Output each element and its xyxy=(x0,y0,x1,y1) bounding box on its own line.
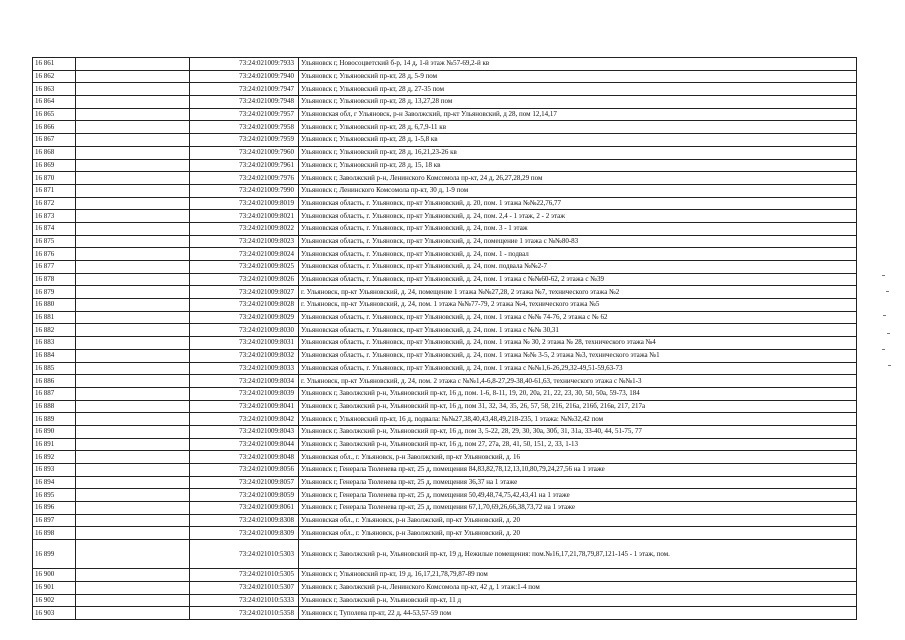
address-cell: Ульяновская область, г. Ульяновск, пр-кт Ульяновский, д. 24, помещение 1 этажа с №№80-83 xyxy=(299,235,857,248)
address-cell: Ульяновская область, г. Ульяновск, пр-кт Ульяновский, д. 24, пом. 1 - подвал xyxy=(299,248,857,261)
empty-cell xyxy=(76,261,190,274)
row-number: 16 902 xyxy=(33,594,76,607)
empty-cell xyxy=(76,413,190,426)
empty-cell xyxy=(76,197,190,210)
cadastral-number: 73:24:021010:5333 xyxy=(190,594,299,607)
table-row xyxy=(33,299,857,312)
table-row xyxy=(33,607,857,620)
empty-cell xyxy=(76,70,190,83)
empty-cell xyxy=(76,248,190,261)
cadastral-number: 73:24:021009:8019 xyxy=(190,197,299,210)
address-cell: Ульяновск г, Заволжский р-н, Ленинского Комсомола пр-кт, 24 д, 26,27,28,29 пом xyxy=(299,172,857,185)
empty-cell xyxy=(76,299,190,312)
empty-cell xyxy=(76,273,190,286)
address-cell: Ульяновск г, Генерала Тюленева пр-кт, 25 д, помещения 84,83,82,78,12,13,10,80,79,24,27,56 на 1 этаже xyxy=(299,464,857,477)
cadastral-number: 73:24:021009:8026 xyxy=(190,273,299,286)
row-number: 16 886 xyxy=(33,375,76,388)
empty-cell xyxy=(76,476,190,489)
table-row xyxy=(33,172,857,185)
empty-cell xyxy=(76,134,190,147)
table-row xyxy=(33,96,857,109)
cadastral-number: 73:24:021009:7933 xyxy=(190,58,299,71)
address-cell: Ульяновск г, Генерала Тюленева пр-кт, 25 д, помещения 36,37 на 1 этаже xyxy=(299,476,857,489)
address-cell: Ульяновск г, Ульяновский пр-кт, 19 д, 16,17,21,78,79,87-89 пом xyxy=(299,569,857,582)
row-number: 16 881 xyxy=(33,311,76,324)
empty-cell xyxy=(76,286,190,299)
row-number: 16 865 xyxy=(33,108,76,121)
row-number: 16 895 xyxy=(33,489,76,502)
address-cell: Ульяновск г, Туполева пр-кт, 22 д, 44-53,57-59 пом xyxy=(299,607,857,620)
cadastral-number: 73:24:021009:8057 xyxy=(190,476,299,489)
row-number: 16 861 xyxy=(33,58,76,71)
table-row xyxy=(33,273,857,286)
cadastral-number: 73:24:021010:5305 xyxy=(190,569,299,582)
cadastral-number: 73:24:021009:8043 xyxy=(190,425,299,438)
table-row xyxy=(33,311,857,324)
address-cell: Ульяновская область, г. Ульяновск, пр-кт Ульяновский, д. 20, пом. 1 этажа №№22,76,77 xyxy=(299,197,857,210)
table-row xyxy=(33,438,857,451)
table-row xyxy=(33,222,857,235)
table-row xyxy=(33,324,857,337)
cadastral-number: 73:24:021010:5358 xyxy=(190,607,299,620)
table-body xyxy=(33,58,857,620)
empty-cell xyxy=(76,337,190,350)
cadastral-number: 73:24:021009:7947 xyxy=(190,83,299,96)
cadastral-number: 73:24:021009:8048 xyxy=(190,451,299,464)
empty-cell xyxy=(76,400,190,413)
empty-cell xyxy=(76,311,190,324)
table-row xyxy=(33,70,857,83)
margin-marks xyxy=(880,275,894,385)
row-number: 16 878 xyxy=(33,273,76,286)
cadastral-number: 73:24:021009:8024 xyxy=(190,248,299,261)
row-number: 16 892 xyxy=(33,451,76,464)
table-row xyxy=(33,261,857,274)
table-row xyxy=(33,134,857,147)
cadastral-number: 73:24:021009:8309 xyxy=(190,527,299,540)
address-cell: Ульяновская область, г. Ульяновск, пр-кт Ульяновский, д. 24, пом. 1 этажа с №№60-62, 2 этажа с №39 xyxy=(299,273,857,286)
empty-cell xyxy=(76,438,190,451)
table-row xyxy=(33,413,857,426)
empty-cell xyxy=(76,514,190,527)
table-row xyxy=(33,400,857,413)
address-cell: Ульяновск г, Заволжский р-н, Ульяновский пр-кт, 16 д, пом 27, 27а, 28, 41, 50, 151, 2, 33, 1-13 xyxy=(299,438,857,451)
address-cell: Ульяновская область, г. Ульяновск, пр-кт Ульяновский, д. 24, пом. 1 этажа с №№ 30,31 xyxy=(299,324,857,337)
address-cell: Ульяновск г, Ульяновский пр-кт, 28 д, 15, 18 кв xyxy=(299,159,857,172)
empty-cell xyxy=(76,172,190,185)
empty-cell xyxy=(76,121,190,134)
empty-cell xyxy=(76,362,190,375)
empty-cell xyxy=(76,451,190,464)
table-row xyxy=(33,451,857,464)
empty-cell xyxy=(76,425,190,438)
empty-cell xyxy=(76,594,190,607)
empty-cell xyxy=(76,540,190,569)
row-number: 16 873 xyxy=(33,210,76,223)
cadastral-number: 73:24:021009:8059 xyxy=(190,489,299,502)
address-cell: Ульяновская обл., г. Ульяновск, р-н Заволжский, пр-кт Ульяновский, д. 20 xyxy=(299,527,857,540)
address-cell: г. Ульяновск, пр-кт Ульяновский, д. 24, помещение 1 этажа №№27,28, 2 этажа №7, технического этажа №2 xyxy=(299,286,857,299)
row-number: 16 868 xyxy=(33,146,76,159)
row-number: 16 884 xyxy=(33,349,76,362)
table-row xyxy=(33,197,857,210)
empty-cell xyxy=(76,108,190,121)
address-cell: Ульяновская обл, г Ульяновск, р-н Заволжский, пр-кт Ульяновский, д 28, пом 12,14,17 xyxy=(299,108,857,121)
address-cell: Ульяновск г, Ульяновский пр-кт, 28 д, 16,21,23-26 кв xyxy=(299,146,857,159)
cadastral-number: 73:24:021009:8025 xyxy=(190,261,299,274)
address-cell: Ульяновск г, Заволжский р-н, Ленинского Комсомола пр-кт, 42 д, 1 этаж:1-4 пом xyxy=(299,581,857,594)
address-cell: Ульяновск г, Ульяновский пр-кт, 28 д, 1-5,8 кв xyxy=(299,134,857,147)
address-cell: Ульяновск г, Ульяновский пр-кт, 28 д, 13,27,28 пом xyxy=(299,96,857,109)
table-row xyxy=(33,248,857,261)
table-row xyxy=(33,184,857,197)
empty-cell xyxy=(76,184,190,197)
address-cell: Ульяновск г, Ленинского Комсомола пр-кт, 30 д, 1-9 пом xyxy=(299,184,857,197)
cadastral-number: 73:24:021009:7958 xyxy=(190,121,299,134)
cadastral-number: 73:24:021009:7940 xyxy=(190,70,299,83)
row-number: 16 872 xyxy=(33,197,76,210)
address-cell: Ульяновск г, Заволжский р-н, Ульяновский пр-кт, 16 д, пом 31, 32, 34, 35, 26, 57, 58, 216, 216а, 216б, 216в, 217, 217а xyxy=(299,400,857,413)
empty-cell xyxy=(76,489,190,502)
address-cell: Ульяновская область, г. Ульяновск, пр-кт Ульяновский, д. 24, пом. 1 этажа с №№ 74-76, 2 этажа с № 62 xyxy=(299,311,857,324)
table-row xyxy=(33,108,857,121)
cadastral-number: 73:24:021009:8041 xyxy=(190,400,299,413)
row-number: 16 882 xyxy=(33,324,76,337)
address-cell: Ульяновск г, Заволжский р-н, Ульяновский пр-кт, 11 д xyxy=(299,594,857,607)
table-row xyxy=(33,464,857,477)
empty-cell xyxy=(76,581,190,594)
empty-cell xyxy=(76,349,190,362)
cadastral-number: 73:24:021009:7976 xyxy=(190,172,299,185)
cadastral-number: 73:24:021009:7948 xyxy=(190,96,299,109)
table-row xyxy=(33,146,857,159)
cadastral-number: 73:24:021009:7960 xyxy=(190,146,299,159)
address-cell: Ульяновская область, г. Ульяновск, пр-кт Ульяновский, д. 24, пом. 3 - 1 этаж xyxy=(299,222,857,235)
table-row xyxy=(33,121,857,134)
row-number: 16 863 xyxy=(33,83,76,96)
empty-cell xyxy=(76,527,190,540)
row-number: 16 871 xyxy=(33,184,76,197)
cadastral-number: 73:24:021009:8034 xyxy=(190,375,299,388)
row-number: 16 877 xyxy=(33,261,76,274)
empty-cell xyxy=(76,375,190,388)
cadastral-number: 73:24:021010:5303 xyxy=(190,540,299,569)
row-number: 16 862 xyxy=(33,70,76,83)
cadastral-number: 73:24:021009:7957 xyxy=(190,108,299,121)
row-number: 16 885 xyxy=(33,362,76,375)
row-number: 16 864 xyxy=(33,96,76,109)
cadastral-number: 73:24:021009:8039 xyxy=(190,387,299,400)
table-row xyxy=(33,581,857,594)
row-number: 16 897 xyxy=(33,514,76,527)
address-cell: Ульяновск г, Заволжский р-н, Ульяновский пр-кт, 16 д, пом 3, 5-22, 28, 29, 30, 30а, 30б, 31, 31а, 33-40, 44, 51-75, 77 xyxy=(299,425,857,438)
address-cell: г. Ульяновск, пр-кт Ульяновский, д. 24, пом. 1 этажа №№77-79, 2 этажа №4, технического этажа №5 xyxy=(299,299,857,312)
cadastral-number: 73:24:021009:7990 xyxy=(190,184,299,197)
cadastral-number: 73:24:021009:8027 xyxy=(190,286,299,299)
address-cell: Ульяновская обл., г. Ульяновск, р-н Заволжский, пр-кт Ульяновский, д. 16 xyxy=(299,451,857,464)
empty-cell xyxy=(76,210,190,223)
empty-cell xyxy=(76,569,190,582)
table-row xyxy=(33,502,857,515)
cadastral-number: 73:24:021009:8032 xyxy=(190,349,299,362)
row-number: 16 874 xyxy=(33,222,76,235)
address-cell: Ульяновская обл., г. Ульяновск, р-н Заволжский, пр-кт Ульяновский, д. 20 xyxy=(299,514,857,527)
address-cell: Ульяновск г, Ульяновский пр-кт, 28 д, 5-9 пом xyxy=(299,70,857,83)
table-row xyxy=(33,375,857,388)
table-row xyxy=(33,387,857,400)
row-number: 16 883 xyxy=(33,337,76,350)
empty-cell xyxy=(76,222,190,235)
row-number: 16 889 xyxy=(33,413,76,426)
table-row xyxy=(33,476,857,489)
table-row xyxy=(33,337,857,350)
row-number: 16 880 xyxy=(33,299,76,312)
address-cell: Ульяновск г, Новосоцветский б-р, 14 д, 1-й этаж №57-69,2-й кв xyxy=(299,58,857,71)
table-row xyxy=(33,83,857,96)
row-number: 16 875 xyxy=(33,235,76,248)
table-row xyxy=(33,349,857,362)
cadastral-number: 73:24:021009:7961 xyxy=(190,159,299,172)
empty-cell xyxy=(76,387,190,400)
empty-cell xyxy=(76,96,190,109)
address-cell: Ульяновск г, Ульяновский пр-кт, 28 д, 6,7,9-11 кв xyxy=(299,121,857,134)
row-number: 16 903 xyxy=(33,607,76,620)
row-number: 16 896 xyxy=(33,502,76,515)
address-cell: Ульяновская область, г. Ульяновск, пр-кт Ульяновский, д. 24, пом. 1 этажа №№ 3-5, 2 этажа №3, технического этажа №1 xyxy=(299,349,857,362)
row-number: 16 879 xyxy=(33,286,76,299)
cadastral-number: 73:24:021009:8033 xyxy=(190,362,299,375)
row-number: 16 890 xyxy=(33,425,76,438)
empty-cell xyxy=(76,83,190,96)
empty-cell xyxy=(76,58,190,71)
row-number: 16 866 xyxy=(33,121,76,134)
empty-cell xyxy=(76,324,190,337)
cadastral-number: 73:24:021009:8022 xyxy=(190,222,299,235)
address-cell: Ульяновская область, г. Ульяновск, пр-кт Ульяновский, д. 24, пом. 1 этажа № 30, 2 этажа № 28, технического этажа №4 xyxy=(299,337,857,350)
cadastral-number: 73:24:021009:8308 xyxy=(190,514,299,527)
empty-cell xyxy=(76,159,190,172)
empty-cell xyxy=(76,464,190,477)
cadastral-number: 73:24:021009:8061 xyxy=(190,502,299,515)
cadastral-number: 73:24:021009:8056 xyxy=(190,464,299,477)
row-number: 16 869 xyxy=(33,159,76,172)
cadastral-number: 73:24:021009:8028 xyxy=(190,299,299,312)
cadastral-number: 73:24:021009:8023 xyxy=(190,235,299,248)
row-number: 16 893 xyxy=(33,464,76,477)
address-cell: Ульяновская область, г. Ульяновск, пр-кт Ульяновский, д. 24, пом. 2,4 - 1 этаж, 2 - 2 этаж xyxy=(299,210,857,223)
address-cell: Ульяновск г, Заволжский р-н, Ульяновский пр-кт, 19 д, Нежилые помещения: пом.№16,17,21,78,79,87,121-145 - 1 этаж, пом. xyxy=(299,540,857,569)
cadastral-number: 73:24:021009:8029 xyxy=(190,311,299,324)
address-cell: г. Ульяновск, пр-кт Ульяновский, д. 24, пом. 2 этажа с №№1,4-6,8-27,29-38,40-61,63, технического этажа с №№1-3 xyxy=(299,375,857,388)
row-number: 16 876 xyxy=(33,248,76,261)
table-row xyxy=(33,540,857,569)
table-row xyxy=(33,210,857,223)
table-row xyxy=(33,159,857,172)
table-row xyxy=(33,514,857,527)
table-row xyxy=(33,594,857,607)
cadastral-number: 73:24:021009:8042 xyxy=(190,413,299,426)
address-cell: Ульяновск г, Генерала Тюленева пр-кт, 25 д, помещения 67,1,70,69,26,66,38,73,72 на 1 этаже xyxy=(299,502,857,515)
address-cell: Ульяновск г, Ульяновский пр-кт, 28 д, 27-35 пом xyxy=(299,83,857,96)
address-cell: Ульяновская область, г. Ульяновск, пр-кт Ульяновский, д. 24, пом. 1 этажа с №№1,6-26,29,32-49,51-59,63-73 xyxy=(299,362,857,375)
cadastral-number: 73:24:021009:7959 xyxy=(190,134,299,147)
row-number: 16 870 xyxy=(33,172,76,185)
row-number: 16 901 xyxy=(33,581,76,594)
cadastral-number: 73:24:021009:8044 xyxy=(190,438,299,451)
table-row xyxy=(33,362,857,375)
table-row xyxy=(33,286,857,299)
row-number: 16 900 xyxy=(33,569,76,582)
table-row xyxy=(33,58,857,71)
address-cell: Ульяновск г, Генерала Тюленева пр-кт, 25 д, помещения 50,49,48,74,75,42,43,41 на 1 этаже xyxy=(299,489,857,502)
empty-cell xyxy=(76,502,190,515)
row-number: 16 898 xyxy=(33,527,76,540)
address-cell: Ульяновск г, Ульяновский пр-кт, 16 д, подвала: №№27,38,40,43,48,49,218-235, 1 этажа: №№32,42 пом xyxy=(299,413,857,426)
table-row xyxy=(33,527,857,540)
row-number: 16 899 xyxy=(33,540,76,569)
address-cell: Ульяновск г, Заволжский р-н, Ульяновский пр-кт, 16 д, пом. 1-6, 8-11, 19, 20, 20а, 21, 22, 23, 30, 50, 50а, 59-73, 184 xyxy=(299,387,857,400)
cadastral-number: 73:24:021010:5307 xyxy=(190,581,299,594)
row-number: 16 894 xyxy=(33,476,76,489)
table-row xyxy=(33,569,857,582)
table-row xyxy=(33,489,857,502)
row-number: 16 888 xyxy=(33,400,76,413)
cadastral-table xyxy=(32,57,857,620)
row-number: 16 867 xyxy=(33,134,76,147)
table-row xyxy=(33,235,857,248)
address-cell: Ульяновская область, г. Ульяновск, пр-кт Ульяновский, д. 24, пом. подвала №№2-7 xyxy=(299,261,857,274)
cadastral-number: 73:24:021009:8030 xyxy=(190,324,299,337)
row-number: 16 887 xyxy=(33,387,76,400)
cadastral-number: 73:24:021009:8021 xyxy=(190,210,299,223)
cadastral-number: 73:24:021009:8031 xyxy=(190,337,299,350)
row-number: 16 891 xyxy=(33,438,76,451)
empty-cell xyxy=(76,146,190,159)
empty-cell xyxy=(76,607,190,620)
table-row xyxy=(33,425,857,438)
empty-cell xyxy=(76,235,190,248)
